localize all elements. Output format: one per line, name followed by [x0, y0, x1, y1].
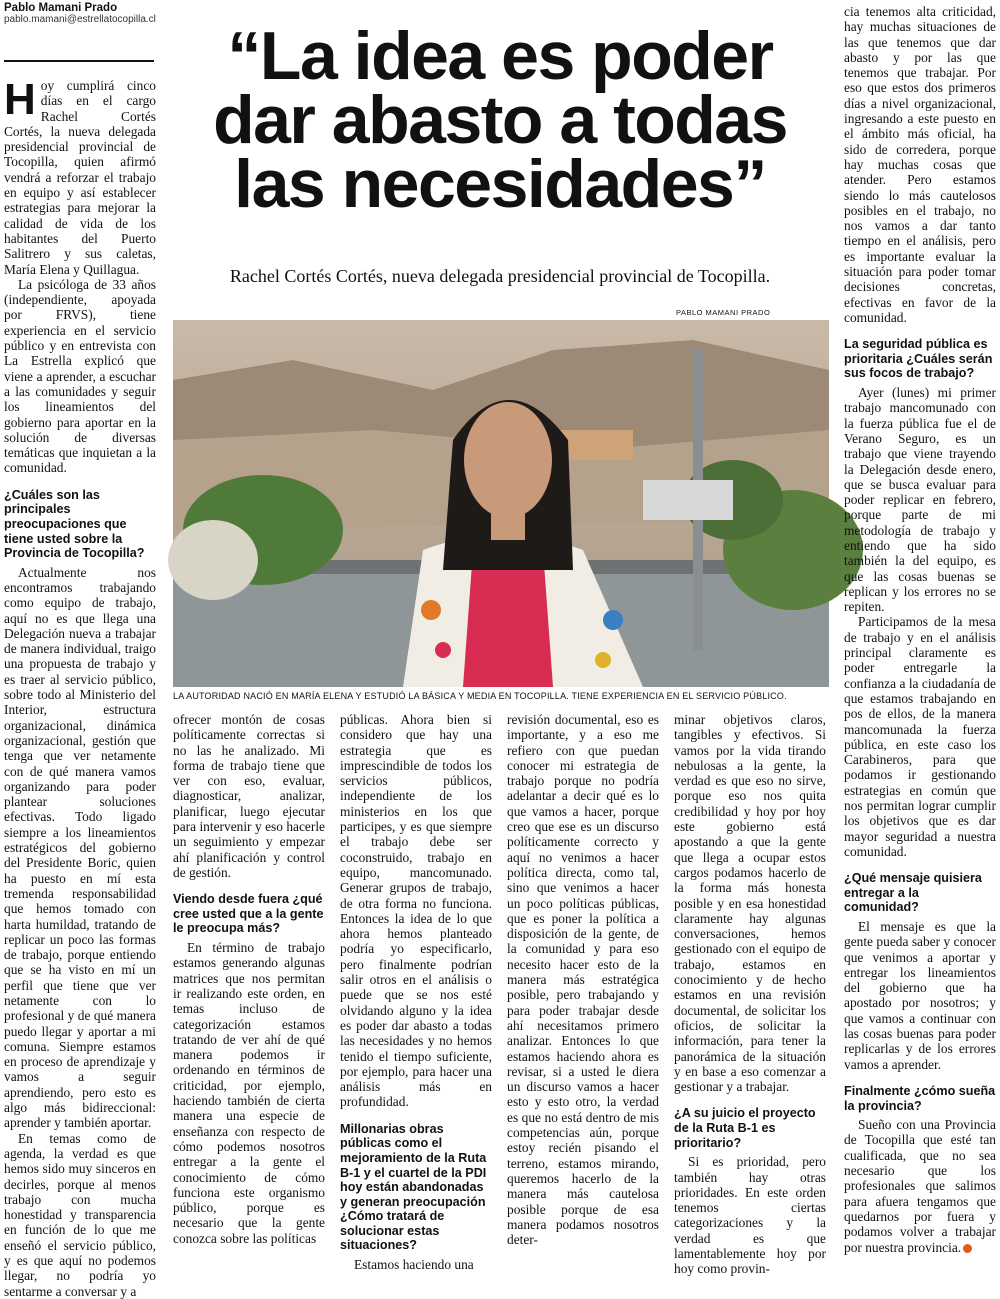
question: Viendo desde fuera ¿qué cree usted que a la gente le preocupa más?	[173, 892, 324, 936]
photo-caption: LA AUTORIDAD NACIÓ EN MARÍA ELENA Y ESTUDIÓ LA BÁSICA Y MEDIA EN TOCOPILLA. TIENE EXPERIENCIA EN EL SERVICIO PÚBLICO.	[173, 691, 787, 701]
paragraph: Si es prioridad, pero también hay otras prioridades. En este orden tenemos ciertas categorizaciones y la verdad es que lamentablemente hoy por hoy como provin-	[674, 1154, 826, 1277]
column-6	[844, 4, 996, 1255]
column-4	[507, 712, 659, 1247]
paragraph: cia tenemos alta criticidad, hay muchas situaciones de las que tenemos que dar abasto y por las que tenemos que trabajar. Por eso que estos dos primeros días a nivel organizacional, ingresando a este puesto en el ámbito más oficial, ha sido de corredera, porque hay muchas cosas que atender. Pero estamos siendo lo más cautelosos posibles en el trabajo, no nos vamos a dar tanto tiempo en el análisis, pero es importante evaluar la situación para poder tomar decisiones concretas, efectivas en favor de la comunidad.	[844, 4, 996, 325]
closing-text: Sueño con una Provincia de Tocopilla que esté tan cualificada, que no sea necesario que los profesionales que salimos para afuera tengamos que quedarnos por fuera y podamos volver a trabajar por nuestra provincia.	[844, 1117, 996, 1255]
paragraph: ofrecer montón de cosas políticamente correctas si no las he analizado. Mi forma de trabajo tiene que ver con eso, evaluar, diagnosticar, analizar, planificar, luego ejecutar para intervenir y eso hacerle un seguimiento y empezar ahí planificación y control de gestión.	[173, 712, 325, 880]
portrait-illustration	[173, 320, 829, 687]
author-email[interactable]: pablo.mamani@estrellatocopilla.cl	[4, 14, 156, 25]
question: ¿Cuáles son las principales preocupaciones que tiene usted sobre la Provincia de Tocopilla?	[4, 487, 145, 561]
photo-credit: PABLO MAMANI PRADO	[676, 308, 771, 317]
paragraph: Ayer (lunes) mi primer trabajo mancomunado con la fuerza pública fue el de Verano Seguro, es un trabajo que viene trayendo la Delegación desde enero, que se busca evaluar para poder replicar en febrero, porque parte de mi metodología de trabajo y entiendo que ha sido también la del equipo, es que las cosas buenas se replican y los errores no se repiten.	[844, 385, 996, 615]
column-5	[674, 712, 826, 1277]
paragraph: La psicóloga de 33 años (independiente, apoyada por FRVS), tiene experiencia en el servicio público y en entrevista con La Estrella explicó que viene a aprender, a escuchar a las comunidades y seguir los lineamientos del gobierno para aportar en la solución de diversas temáticas que inquietan a la comunidad.	[4, 276, 156, 476]
paragraph	[844, 1117, 996, 1255]
byline	[4, 2, 164, 25]
column-1	[4, 75, 156, 1299]
lead-paragraph	[4, 75, 156, 277]
column-2	[173, 712, 325, 1246]
paragraph: En temas como de agenda, la verdad es que hemos sido muy sinceros en decirles, porque al menos trabajo con mucha honestidad y transparencia en función de lo que me enseñó el servicio público, y es que aquí no podemos llegar, no podría yo sentarme a conversar y a	[4, 1130, 156, 1299]
question: Millonarias obras públicas como el mejoramiento de la Ruta B-1 y el cuartel de la PDI hoy están abandonadas y generan preocupación ¿Cómo tratará de solucionar estas situaciones?	[340, 1121, 487, 1253]
end-of-article-icon	[963, 1244, 972, 1253]
question: ¿A su juicio el proyecto de la Ruta B-1 es prioritario?	[674, 1106, 816, 1150]
author-name: Pablo Mamani Prado	[4, 2, 118, 14]
headline: “La idea es poder dar abasto a todas las necesidades”	[213, 18, 787, 222]
paragraph: públicas. Ahora bien si considero que hay una estrategia que es imprescindible de todos los servicios públicos, independiente de los ministerios en los que participes, y es que siempre el trabajo debe ser coconstruido, trabajo en equipo, mancomunado. Generar grupos de trabajo, de otra forma no funciona. Entonces la idea de lo que ahora hemos planteado podría yo especificarlo, pero finalmente podrían salir otros en el análisis o puede que se nos esté olvidando alguno y la idea es poder dar abasto a todas las necesidades y no hemos tenido el tiempo suficiente, por ejemplo, para hacer una análisis más en profundidad.	[340, 712, 492, 1110]
paragraph: En término de trabajo estamos generando algunas matrices que nos permitan ir realizando este orden, en temas incluso de categorización estamos tratando de ver ahí de qué manera podemos ir ordenando en términos de criticidad, por ejemplo, haciendo también de cierta manera una especie de enseñanza con respecto de cómo podemos nosotros entregar a la gente el conocimiento de cómo funciona este organismo público, porque es necesario que la gente conozca sobre las políticas	[173, 940, 325, 1246]
paragraph: Participamos de la mesa de trabajo y en el análisis principal claramente es poder entregarle la confianza a la ciudadanía de que estamos trabajando en pos de ellos, de la manera mancomunada la fuerza pública, en este caso los Carabineros, para que podamos ir gestionando estrategias en común que nos permitan lograr cumplir los objetivos que es dar mayor seguridad a nuestra comunidad.	[844, 614, 996, 859]
question: La seguridad pública es prioritaria ¿Cuáles serán sus focos de trabajo?	[844, 337, 993, 381]
lead-text: oy cumplirá cinco días en el cargo Rachel Cortés Cortés, la nueva delegada presidencial provincial de Tocopilla, quien afirmó vendrá a reforzar el trabajo en equipo y así establecer estrategias para mejorar la calidad de vida de los habitantes del Puerto Salitrero y sus caletas, María Elena y Quillagua.	[4, 78, 156, 277]
paragraph: Estamos haciendo una	[354, 1257, 474, 1273]
paragraph: El mensaje es que la gente pueda saber y conocer que venimos a aportar y entregar los lineamientos del gobierno que ha apostado por nosotros; y que vamos a continuar con las cosas buenas para poder replicarlas y de los errores vamos a aprender.	[844, 919, 996, 1072]
byline-rule	[4, 60, 154, 62]
question: Finalmente ¿cómo sueña la provincia?	[844, 1083, 996, 1113]
column-3	[340, 712, 492, 1272]
question: ¿Qué mensaje quisiera entregar a la comunidad?	[844, 871, 982, 915]
drop-cap: H	[4, 75, 36, 124]
paragraph: revisión documental, eso es importante, y a eso me refiero con que puedan conocer mi estrategia de trabajo porque no podría adelantar a decir qué es lo que vamos a hacer, porque creo que ese es un discurso políticamente correcto y aquí no venimos a hacer política directa, como tal, sino que venimos a hacer un poco políticas públicas, que es poner la política a disposición de la gente, de la comunidad y para eso necesito hacer esto de la manera más estratégica posible, pero trabajando y para poder trabajar desde ahí necesitamos primero analizar. Entonces lo que estamos haciendo ahora es revisar, si a usted le diera un discurso vamos a hacer esto y esto otro, la verdad es que no está dentro de mis competencias aún, porque estoy recién pisando el terreno, estamos mirando, queremos hacerlo de la manera más cautelosa posible porque de esa manera podamos nosotros deter-	[507, 712, 659, 1248]
paragraph: minar objetivos claros, tangibles y efectivos. Si vamos por la vida tirando nebulosas a la gente, la verdad es que eso no sirve, porque eso nos quita credibilidad y hoy por hoy este gobierno está apostando a que la gente que llega a ocupar estos cargos podamos hacerlo de la forma más honesta posible y en esa honestidad claramente hay algunas conversaciones, hemos gestionado con el equipo de trabajo, estamos en conocimiento y de hecho estamos en una revisión documental, de solicitar los oficios, de solicitar la información, para tener la panorámica de la situación y en base a eso comenzar a gestionar y a trabajar.	[674, 712, 826, 1095]
subheadline: Rachel Cortés Cortés, nueva delegada presidencial provincial de Tocopilla.	[229, 266, 771, 286]
portrait-photo	[173, 320, 829, 687]
paragraph: Actualmente nos encontramos trabajando como equipo de trabajo, aquí no es que llega una Delegación nueva a trabajar de manera individual, traigo una propuesta de trabajo y es traer al servicio público, sobre todo al Ministerio del Interior, estructura organizacional, dinámica organizacional, gestión que tenga que ver netamente con de qué manera vamos organizando para poder plantear soluciones efectivas. Todo ligado siempre a los lineamientos estratégicos del gobierno del Presidente Boric, quien ha puesto en mí esta tremenda responsabilidad que hemos tomado con harta humildad, tratando de replicar un poco las formas de trabajo, porque entiendo que se ha visto en mí un perfil que tiene que ver netamente con lo profesional y de qué manera puedo llegar y aportar a mi comuna. Siempre estamos en proceso de aprendizaje y vamos a seguir aprendiendo, pero esto es algo más bidireccional: aprender y también aportar.	[4, 564, 156, 1131]
